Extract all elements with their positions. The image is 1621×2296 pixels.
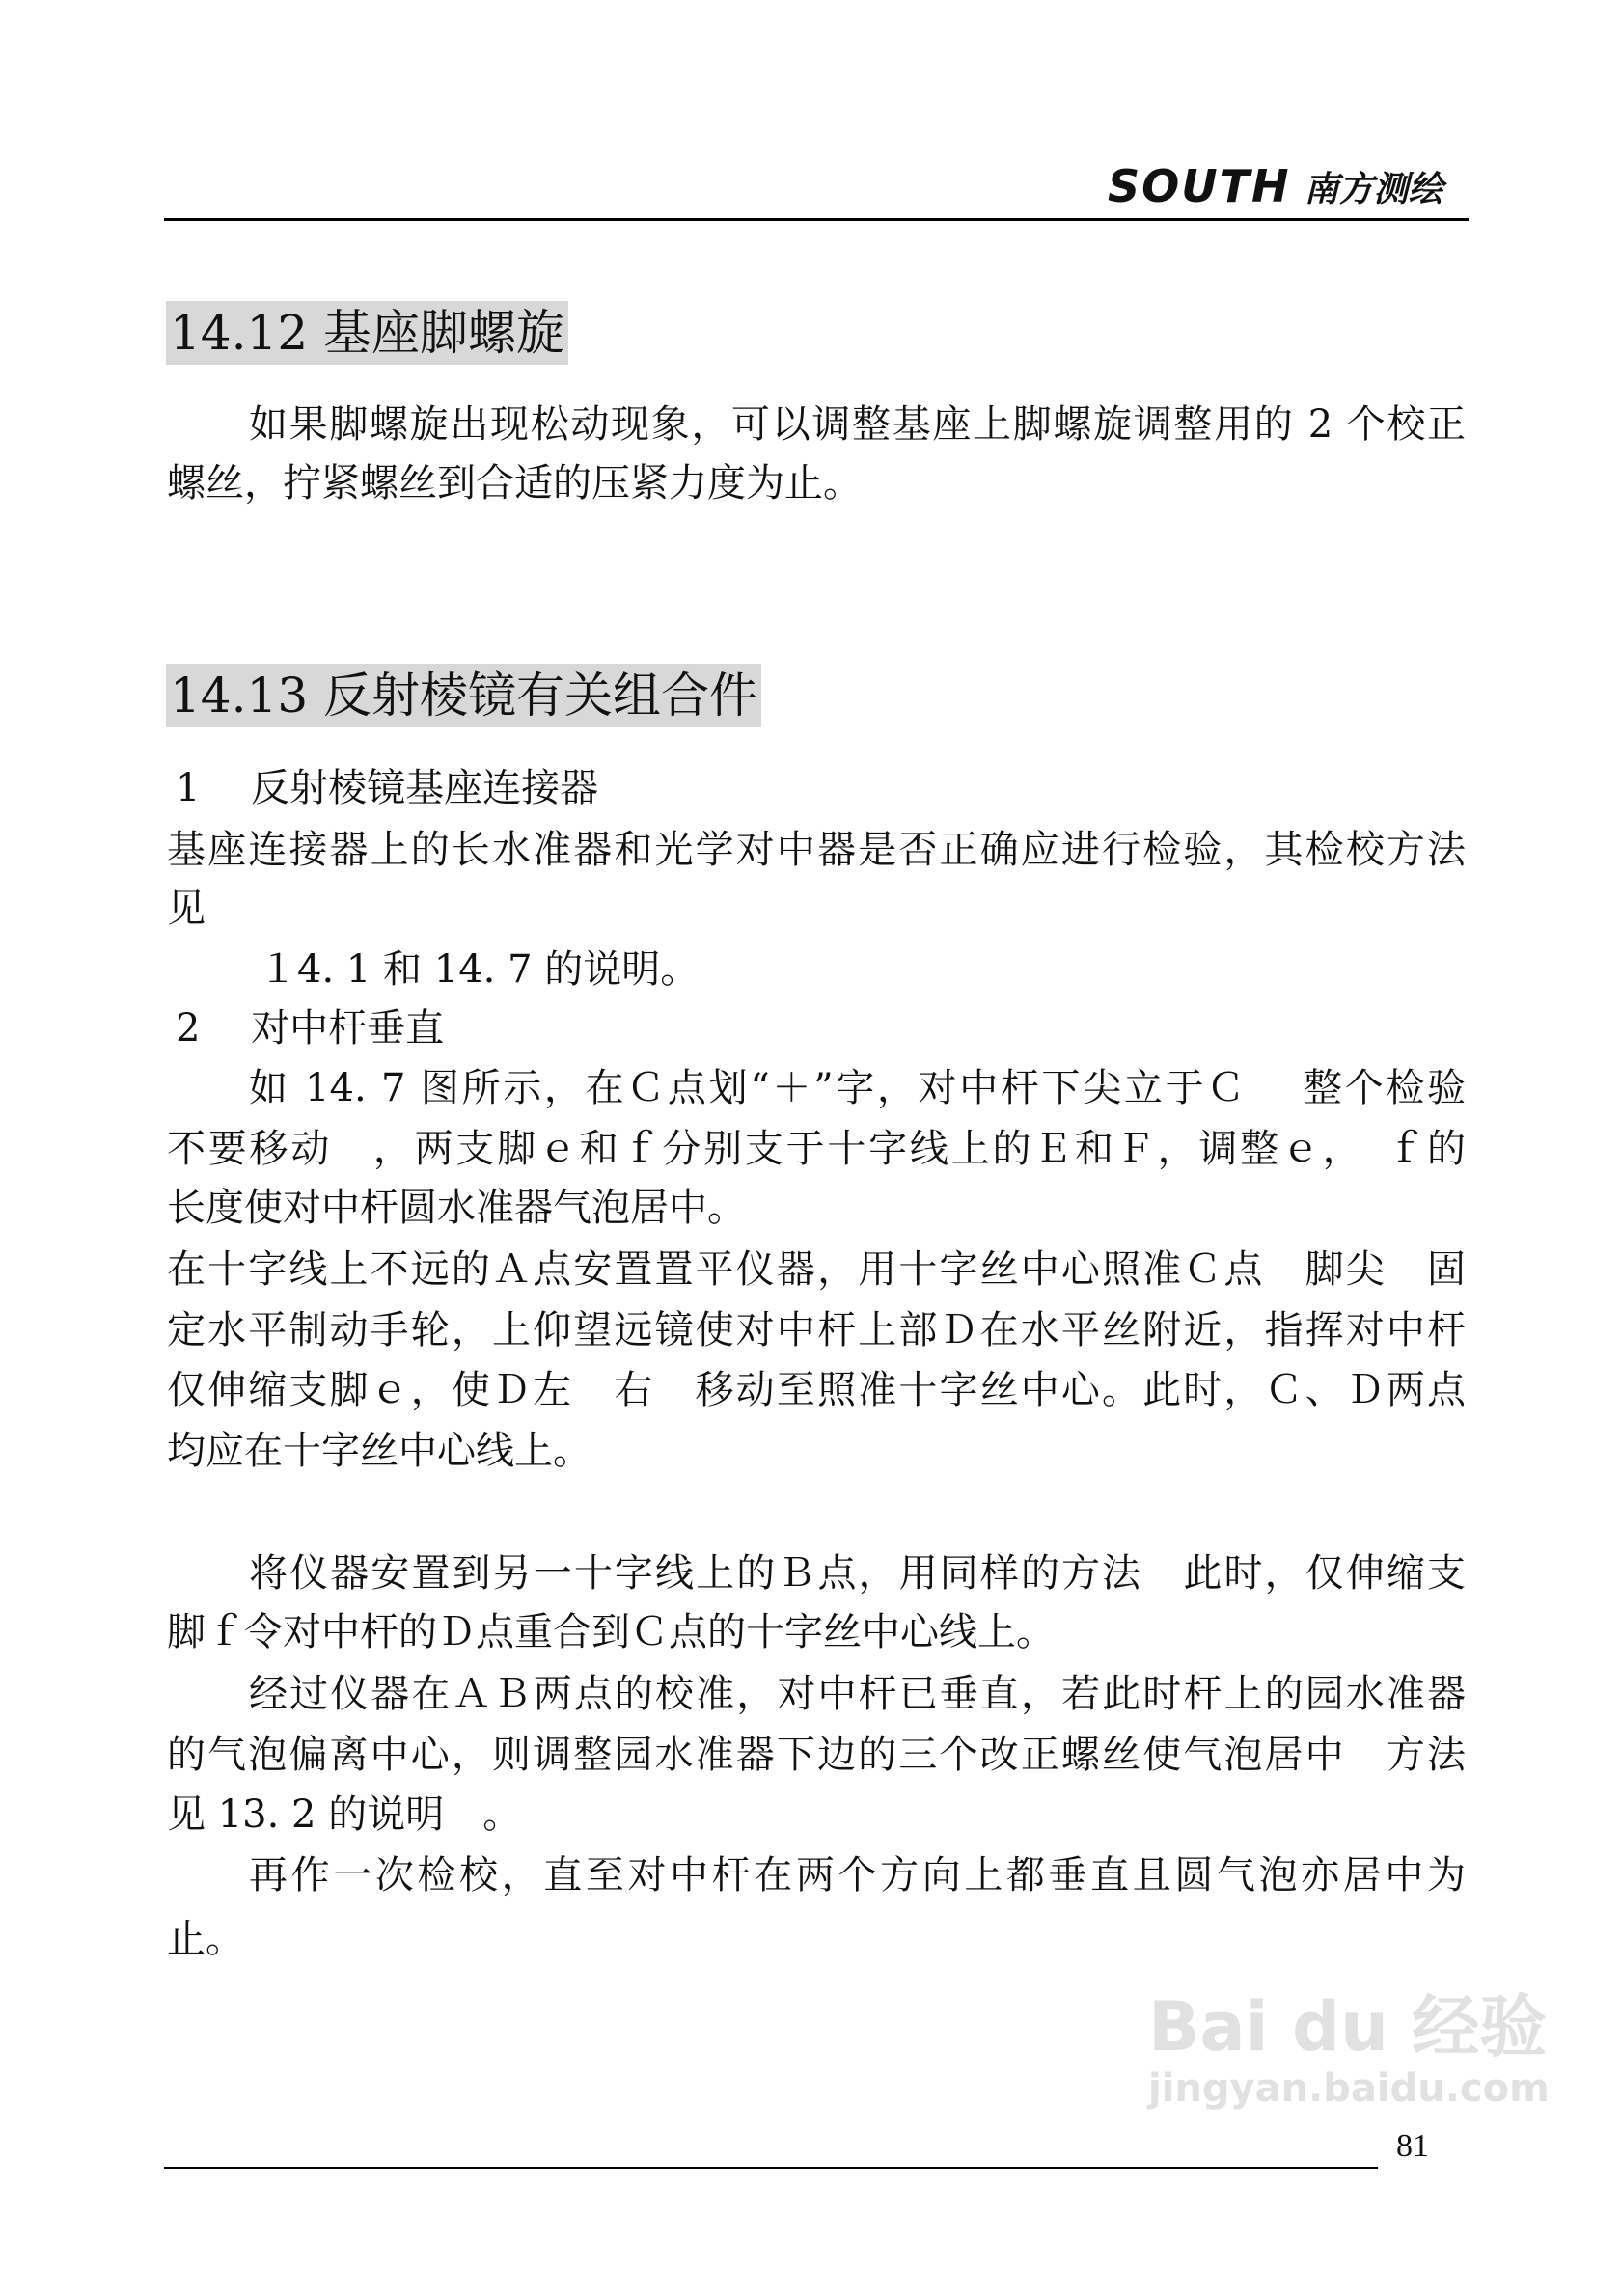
watermark-logo: Bai du 经验 <box>1148 1987 1548 2066</box>
subheading: 1 反射棱镜基座连接器 <box>176 766 599 810</box>
paragraph-line: 不要移动 ，两支脚ｅ和ｆ分别支于十字线上的Ｅ和Ｆ，调整ｅ， ｆ的 <box>167 1127 1466 1171</box>
paragraph-line: 长度使对中杆圆水准器气泡居中。 <box>167 1186 746 1230</box>
paragraph-line: 基座连接器上的长水准器和光学对中器是否正确应进行检验，其检校方法 <box>167 828 1466 872</box>
brand-name: SOUTH <box>1108 160 1291 212</box>
paragraph-line: 在十字线上不远的Ａ点安置置平仪器，用十字丝中心照准Ｃ点 脚尖 固 <box>167 1247 1466 1292</box>
paragraph-line: 仅伸缩支脚ｅ，使Ｄ左 右 移动至照准十字丝中心。此时，Ｃ、Ｄ两点 <box>167 1368 1466 1412</box>
paragraph-line: １4. 1 和 14. 7 的说明。 <box>259 947 700 992</box>
brand-name-cn: 南方测绘 <box>1304 169 1443 209</box>
paragraph-line: 如 14. 7 图所示，在Ｃ点划“＋”字，对中杆下尖立于Ｃ 整个检验 <box>249 1066 1466 1110</box>
section-heading: 14.12 基座脚螺旋 <box>166 301 568 365</box>
paragraph-line: 均应在十字丝中心线上。 <box>167 1429 591 1473</box>
paragraph-line: 见 <box>167 887 206 931</box>
paragraph-line: 见 13. 2 的说明 。 <box>167 1792 522 1837</box>
watermark-url: jingyan.baidu.com <box>1148 2066 1550 2111</box>
paragraph-line: 将仪器安置到另一十字线上的Ｂ点，用同样的方法 此时，仅伸缩支 <box>249 1551 1466 1596</box>
page-number: 81 <box>1396 2128 1429 2164</box>
paragraph-line: 止。 <box>167 1917 244 1961</box>
subheading: 2 对中杆垂直 <box>176 1006 445 1051</box>
paragraph-line: 再作一次检校，直至对中杆在两个方向上都垂直且圆气泡亦居中为 <box>249 1853 1466 1898</box>
paragraph-line: 脚ｆ令对中杆的Ｄ点重合到Ｃ点的十字丝中心线上。 <box>167 1610 1055 1654</box>
paragraph-line: 经过仪器在ＡＢ两点的校准，对中杆已垂直，若此时杆上的园水准器 <box>249 1672 1466 1716</box>
footer-rule <box>164 2167 1378 2169</box>
header-rule <box>164 218 1469 221</box>
paragraph-line: 如果脚螺旋出现松动现象，可以调整基座上脚螺旋调整用的 2 个校正 <box>249 402 1466 447</box>
baidu-watermark <box>1148 1989 1550 2111</box>
paragraph-line: 的气泡偏离中心，则调整园水准器下边的三个改正螺丝使气泡居中 方法 <box>167 1733 1466 1777</box>
south-logo <box>1108 162 1442 210</box>
paragraph-line: 螺丝，拧紧螺丝到合适的压紧力度为止。 <box>167 461 862 506</box>
section-heading: 14.13 反射棱镜有关组合件 <box>166 664 761 727</box>
paragraph-line: 定水平制动手轮，上仰望远镜使对中杆上部Ｄ在水平丝附近，指挥对中杆 <box>167 1308 1466 1353</box>
